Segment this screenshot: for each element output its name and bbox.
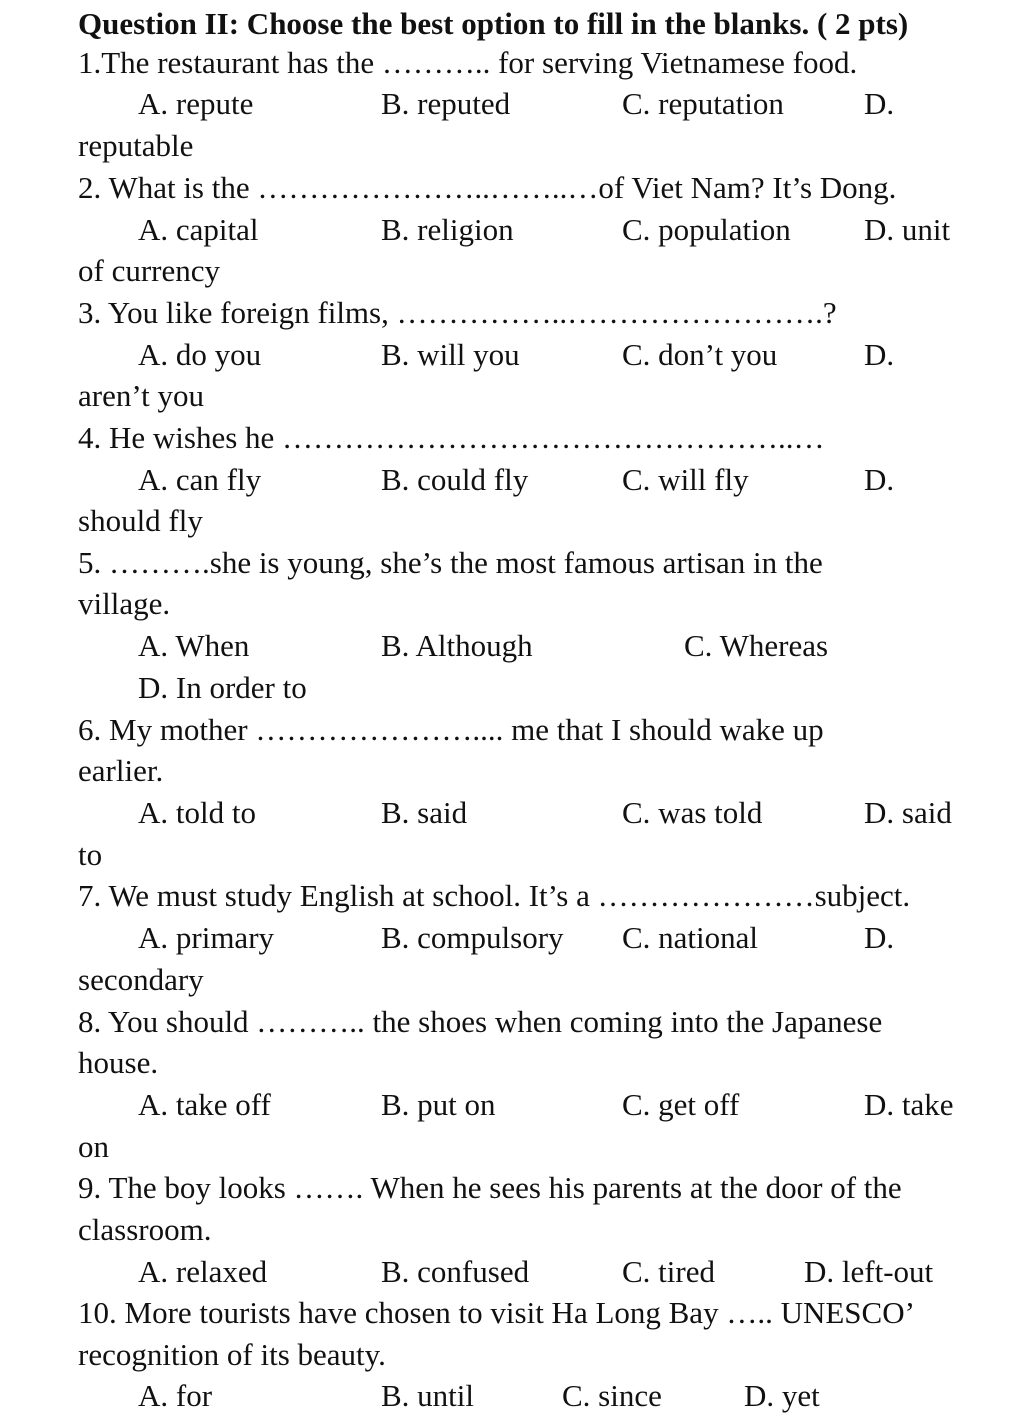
q2-stem: 2. What is the …………………..……..…of Viet Nam? It’s Dong. bbox=[78, 170, 897, 205]
q1-option-b: B. reputed bbox=[381, 86, 511, 121]
q6-option-a: A. told to bbox=[138, 795, 256, 830]
q2-option-d-wrap: of currency bbox=[78, 253, 220, 288]
q10-stem-wrap: recognition of its beauty. bbox=[78, 1337, 386, 1372]
q6-option-d: D. said bbox=[864, 795, 952, 830]
q8-stem-wrap: house. bbox=[78, 1045, 159, 1080]
q2-option-a: A. capital bbox=[138, 212, 259, 247]
q3-option-d: D. bbox=[864, 337, 895, 372]
q10-option-b: B. until bbox=[381, 1378, 475, 1413]
q5-option-c: C. Whereas bbox=[684, 628, 829, 663]
q1-option-a: A. repute bbox=[138, 86, 254, 121]
q7-option-d: D. bbox=[864, 920, 895, 955]
q8-option-c: C. get off bbox=[622, 1087, 740, 1122]
q3-option-a: A. do you bbox=[138, 337, 262, 372]
q8-option-d: D. take bbox=[864, 1087, 954, 1122]
q7-stem: 7. We must study English at school. It’s a …………………subject. bbox=[78, 878, 911, 913]
q4-option-c: C. will fly bbox=[622, 462, 749, 497]
q3-stem: 3. You like foreign films, ……………..…………………….? bbox=[78, 295, 837, 330]
q8-option-b: B. put on bbox=[381, 1087, 496, 1122]
q9-option-b: B. confused bbox=[381, 1254, 530, 1289]
q3-option-d-wrap: aren’t you bbox=[78, 378, 204, 413]
q7-option-b: B. compulsory bbox=[381, 920, 564, 955]
q2-option-d: D. unit bbox=[864, 212, 951, 247]
q5-stem: 5. ……….she is young, she’s the most famous artisan in the bbox=[78, 545, 823, 580]
q4-option-d-wrap: should fly bbox=[78, 503, 203, 538]
q5-stem-wrap: village. bbox=[78, 586, 171, 621]
q7-option-d-wrap: secondary bbox=[78, 962, 204, 997]
q5-option-d: D. In order to bbox=[138, 670, 307, 705]
q7-option-c: C. national bbox=[622, 920, 759, 955]
question-title: Question II: Choose the best option to fill in the blanks. ( 2 pts) bbox=[78, 6, 909, 41]
q1-option-d-wrap: reputable bbox=[78, 128, 194, 163]
q10-option-d: D. yet bbox=[744, 1378, 820, 1413]
q3-option-c: C. don’t you bbox=[622, 337, 778, 372]
q9-option-c: C. tired bbox=[622, 1254, 715, 1289]
q9-option-a: A. relaxed bbox=[138, 1254, 268, 1289]
q4-option-d: D. bbox=[864, 462, 895, 497]
q4-stem: 4. He wishes he …………………………………………..… bbox=[78, 420, 825, 455]
q8-option-d-wrap: on bbox=[78, 1129, 109, 1164]
q4-option-a: A. can fly bbox=[138, 462, 262, 497]
q10-option-a: A. for bbox=[138, 1378, 213, 1413]
q9-stem: 9. The boy looks ……. When he sees his parents at the door of the bbox=[78, 1170, 902, 1205]
q2-option-c: C. population bbox=[622, 212, 791, 247]
q1-option-c: C. reputation bbox=[622, 86, 784, 121]
q6-stem-wrap: earlier. bbox=[78, 753, 164, 788]
q9-stem-wrap: classroom. bbox=[78, 1212, 212, 1247]
q2-option-b: B. religion bbox=[381, 212, 514, 247]
q3-option-b: B. will you bbox=[381, 337, 520, 372]
q4-option-b: B. could fly bbox=[381, 462, 529, 497]
q10-stem: 10. More tourists have chosen to visit Ha Long Bay ….. UNESCO’ bbox=[78, 1295, 915, 1330]
q7-option-a: A. primary bbox=[138, 920, 275, 955]
q6-option-d-wrap: to bbox=[78, 837, 103, 872]
q8-stem: 8. You should ……….. the shoes when coming into the Japanese bbox=[78, 1004, 883, 1039]
q1-stem: 1.The restaurant has the ……….. for serving Vietnamese food. bbox=[78, 45, 858, 80]
q6-stem: 6. My mother ………………….... me that I should wake up bbox=[78, 712, 824, 747]
q9-option-d: D. left-out bbox=[804, 1254, 934, 1289]
q6-option-b: B. said bbox=[381, 795, 468, 830]
q10-option-c: C. since bbox=[562, 1378, 662, 1413]
q5-option-a: A. When bbox=[138, 628, 250, 663]
q8-option-a: A. take off bbox=[138, 1087, 271, 1122]
q6-option-c: C. was told bbox=[622, 795, 763, 830]
q1-option-d: D. bbox=[864, 86, 895, 121]
q5-option-b: B. Although bbox=[381, 628, 533, 663]
